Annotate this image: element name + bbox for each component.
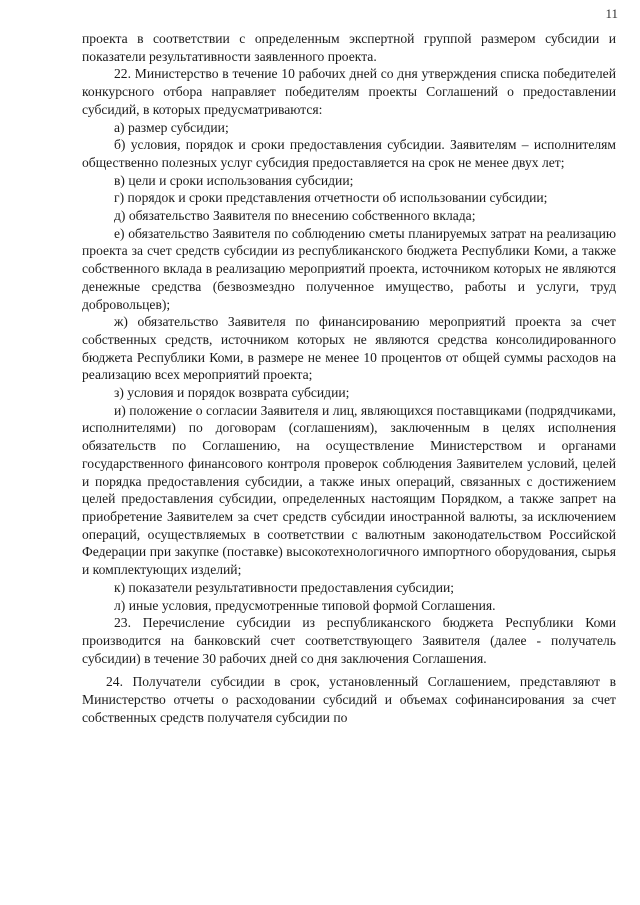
paragraph-continuation: проекта в соответствии с определенным экспертной группой размером субсидии и показатели результативности заявленного проекта. bbox=[82, 31, 616, 64]
paragraph-23: 23. Перечисление субсидии из республиканского бюджета Республики Коми производится на банковский счет соответствующего Заявителя (далее - получатель субсидии) в течение 30 рабочих дней со дня заключения Соглашения. bbox=[82, 615, 616, 666]
item-k: к) показатели результативности предоставления субсидии; bbox=[114, 579, 455, 595]
body-text bbox=[82, 30, 616, 726]
item-i: и) положение о согласии Заявителя и лиц, являющихся поставщиками (подрядчиками, исполнителями) по договорам (соглашениям), заключенным в целях исполнения обязательств по Соглашению, на осуществление Министерством и органами государственного финансового контроля проверок соблюдения Заявителем условий, целей и порядка предоставления субсидии, а также иных операций, связанных с достижением целей предоставления субсидии, определенных настоящим Порядком, а также запрет на приобретение Заявителем за счет средств субсидии иностранной валюты, за исключением операций, осуществляемых в соответствии с валютным законодательством Российской Федерации при закупке (поставке) высокотехнологичного импортного оборудования, сырья и комплектующих изделий; bbox=[82, 402, 616, 578]
item-z: з) условия и порядок возврата субсидии; bbox=[114, 385, 350, 401]
item-b: б) условия, порядок и сроки предоставления субсидии. Заявителям – исполнителям общественно полезных услуг субсидия предоставляется на срок не менее двух лет; bbox=[82, 137, 616, 170]
item-v: в) цели и сроки использования субсидии; bbox=[114, 172, 354, 188]
item-e: е) обязательство Заявителя по соблюдению сметы планируемых затрат на реализацию проекта за счет средств субсидии из республиканского бюджета Республики Коми, а также собственного вклада в реализацию мероприятий проекта, источником которых не являются денежные средства (безвозмездно полученное имущество, работы и услуги, труд добровольцев); bbox=[82, 225, 616, 312]
paragraph-24: 24. Получатели субсидии в срок, установленный Соглашением, представляют в Министерство отчеты о расходовании субсидий и объемах софинансирования за счет собственных средств получателя субсидии по bbox=[82, 674, 616, 725]
item-a: а) размер субсидии; bbox=[114, 119, 229, 135]
paragraph-22: 22. Министерство в течение 10 рабочих дней со дня утверждения списка победителей конкурсного отбора направляет победителям проекты Соглашений о предоставлении субсидий, в которых предусматриваются: bbox=[82, 66, 616, 117]
page-number: 11 bbox=[605, 6, 618, 21]
item-g: г) порядок и сроки представления отчетности об использовании субсидии; bbox=[114, 190, 548, 206]
item-l: л) иные условия, предусмотренные типовой формой Соглашения. bbox=[114, 597, 496, 613]
item-d: д) обязательство Заявителя по внесению собственного вклада; bbox=[114, 208, 476, 224]
item-zh: ж) обязательство Заявителя по финансированию мероприятий проекта за счет собственных средств, источником которых не являются средства консолидированного бюджета Республики Коми, в размере не менее 10 процентов от общей суммы расходов на реализацию всех мероприятий проекта; bbox=[82, 314, 616, 383]
